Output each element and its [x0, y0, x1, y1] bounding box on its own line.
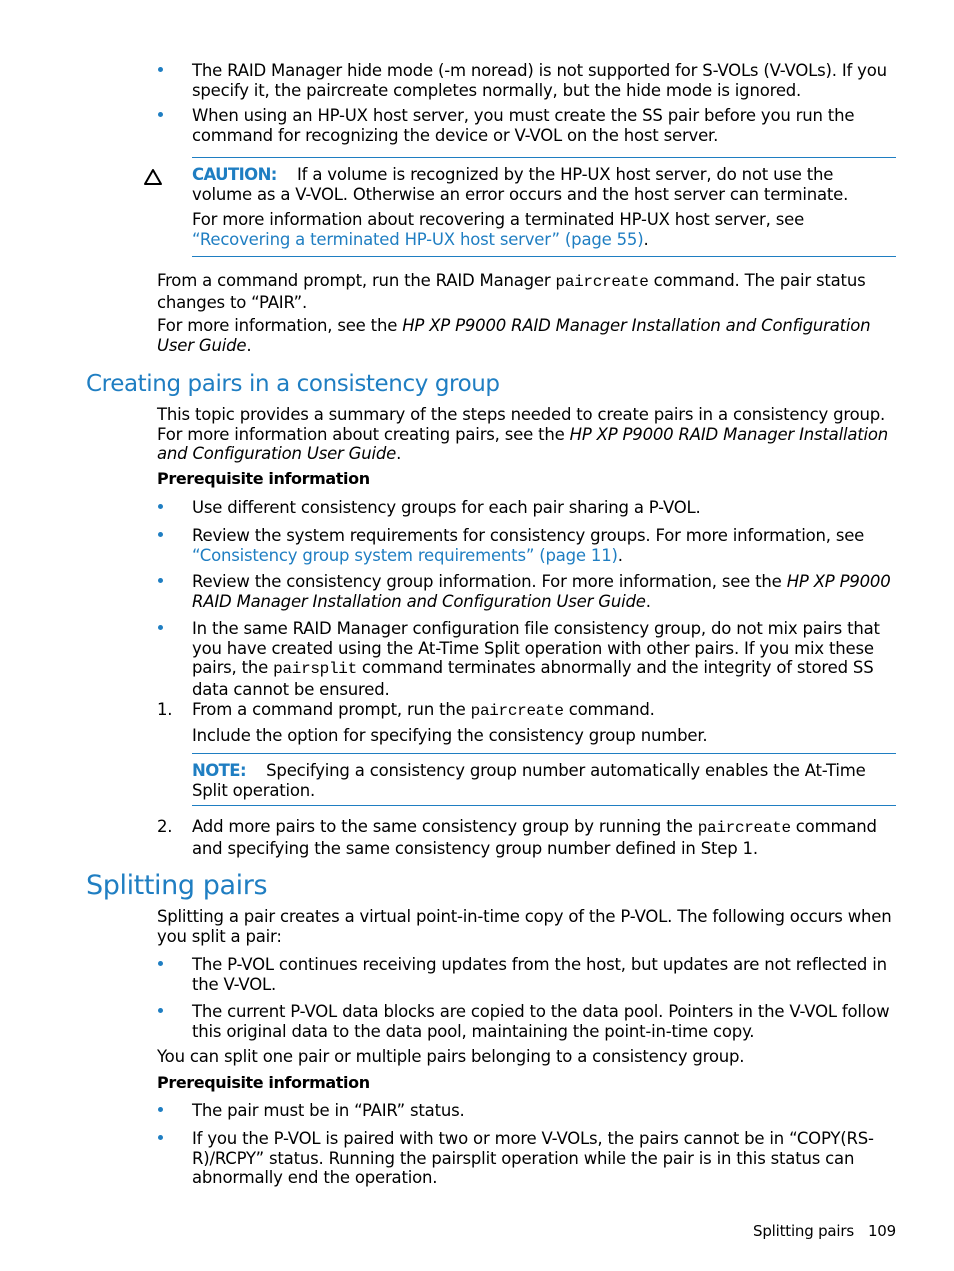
code-paircreate: paircreate — [555, 273, 649, 291]
bullet-marker — [157, 1130, 167, 1140]
step-number: 1. — [157, 700, 173, 719]
consistency-requirements-link[interactable]: “Consistency group system requirements” (page 11) — [192, 545, 618, 565]
caution-more-info: For more information about recovering a terminated HP-UX host server, see “Recovering a terminated HP-UX host server” (page 55). — [192, 210, 805, 249]
step-number: 2. — [157, 817, 173, 836]
split-paragraph: You can split one pair or multiple pairs belonging to a consistency group. — [157, 1047, 745, 1066]
step-1-detail: Include the option for specifying the consistency group number. — [192, 726, 708, 745]
page-footer — [753, 1222, 896, 1242]
step-1: From a command prompt, run the paircreate command. — [192, 700, 655, 720]
note-top-rule — [192, 753, 896, 754]
bullet-marker — [157, 62, 167, 72]
section-heading-splitting: Splitting pairs — [86, 870, 268, 901]
note-label: NOTE: — [192, 761, 246, 780]
caution-bottom-rule — [192, 256, 896, 257]
guide-title: HP XP P9000 RAID Manager Installation and Configuration User Guide — [192, 572, 891, 611]
list-item: Review the consistency group information. For more information, see the HP XP P9000 RAID Manager Installation and Configuration User Guide. — [192, 572, 891, 611]
bullet-marker — [157, 107, 167, 117]
list-item: In the same RAID Manager configuration file consistency group, do not mix pairs that you have created using the At-Time Split operation with other pairs. If you mix these pairs, the pairsplit command terminates abnormally and the integrity of stored SS data cannot be ensured. — [192, 619, 880, 699]
list-item: The RAID Manager hide mode (-m noread) is not supported for S-VOLs (V-VOLs). If you specify it, the paircreate completes normally, but the hide mode is ignored. — [192, 61, 887, 100]
page-number: 109 — [867, 1222, 896, 1240]
code-paircreate: paircreate — [697, 819, 791, 837]
guide-title: HP XP P9000 RAID Manager Installation and Configuration User Guide — [157, 424, 889, 463]
step-2: Add more pairs to the same consistency group by running the paircreate command and specifying the same consistency group number defined in Step 1. — [192, 817, 877, 858]
consistency-intro: This topic provides a summary of the steps needed to create pairs in a consistency group. For more information about creating pairs, see the HP XP P9000 RAID Manager Installation and Configuration User Guide. — [157, 405, 889, 463]
bullet-marker — [157, 1102, 167, 1112]
prerequisite-title: Prerequisite information — [157, 469, 370, 488]
section-heading-consistency: Creating pairs in a consistency group — [86, 371, 500, 397]
caution-triangle-icon — [143, 168, 163, 186]
list-item: When using an HP-UX host server, you must create the SS pair before you run the command for recognizing the device or V-VOL on the host server. — [192, 106, 855, 145]
bullet-marker — [157, 956, 167, 966]
list-item: The current P-VOL data blocks are copied to the data pool. Pointers in the V-VOL follow this original data to the data pool, maintaining the point-in-time copy. — [192, 1002, 890, 1041]
list-item: Use different consistency groups for each pair sharing a P-VOL. — [192, 498, 701, 517]
splitting-intro: Splitting a pair creates a virtual point-in-time copy of the P-VOL. The following occurs when you split a pair: — [157, 907, 892, 946]
note-text: NOTE: Specifying a consistency group number automatically enables the At-Time Split operation. — [192, 761, 866, 800]
code-pairsplit: pairsplit — [273, 660, 357, 678]
guide-title: HP XP P9000 RAID Manager Installation and Configuration User Guide — [157, 316, 871, 355]
note-bottom-rule — [192, 805, 896, 806]
list-item: The P-VOL continues receiving updates from the host, but updates are not reflected in the V-VOL. — [192, 955, 887, 994]
bullet-marker — [157, 1003, 167, 1013]
bullet-marker — [157, 499, 167, 509]
list-item: Review the system requirements for consistency groups. For more information, see “Consistency group system requirements” (page 11). — [192, 526, 865, 565]
recovering-hpux-link[interactable]: “Recovering a terminated HP-UX host server” (page 55) — [192, 229, 644, 249]
footer-section: Splitting pairs — [753, 1222, 854, 1240]
code-paircreate: paircreate — [470, 702, 564, 720]
bullet-marker — [157, 573, 167, 583]
prerequisite-title: Prerequisite information — [157, 1073, 370, 1092]
bullet-marker — [157, 620, 167, 630]
list-item: The pair must be in “PAIR” status. — [192, 1101, 465, 1120]
caution-top-rule — [192, 157, 896, 158]
more-info-paragraph: For more information, see the HP XP P9000 RAID Manager Installation and Configuration User Guide. — [157, 316, 871, 355]
list-item: If you the P-VOL is paired with two or more V-VOLs, the pairs cannot be in “COPY(RS-R)/RCPY” status. Running the pairsplit operation while the pair is in this status can abnormally end the operation. — [192, 1129, 874, 1187]
caution-label: CAUTION: — [192, 165, 277, 184]
bullet-marker — [157, 527, 167, 537]
caution-text: CAUTION: If a volume is recognized by the HP-UX host server, do not use the volume as a V-VOL. Otherwise an error occurs and the host server can terminate. — [192, 165, 849, 204]
paircreate-paragraph: From a command prompt, run the RAID Manager paircreate command. The pair status changes to “PAIR”. — [157, 271, 866, 312]
